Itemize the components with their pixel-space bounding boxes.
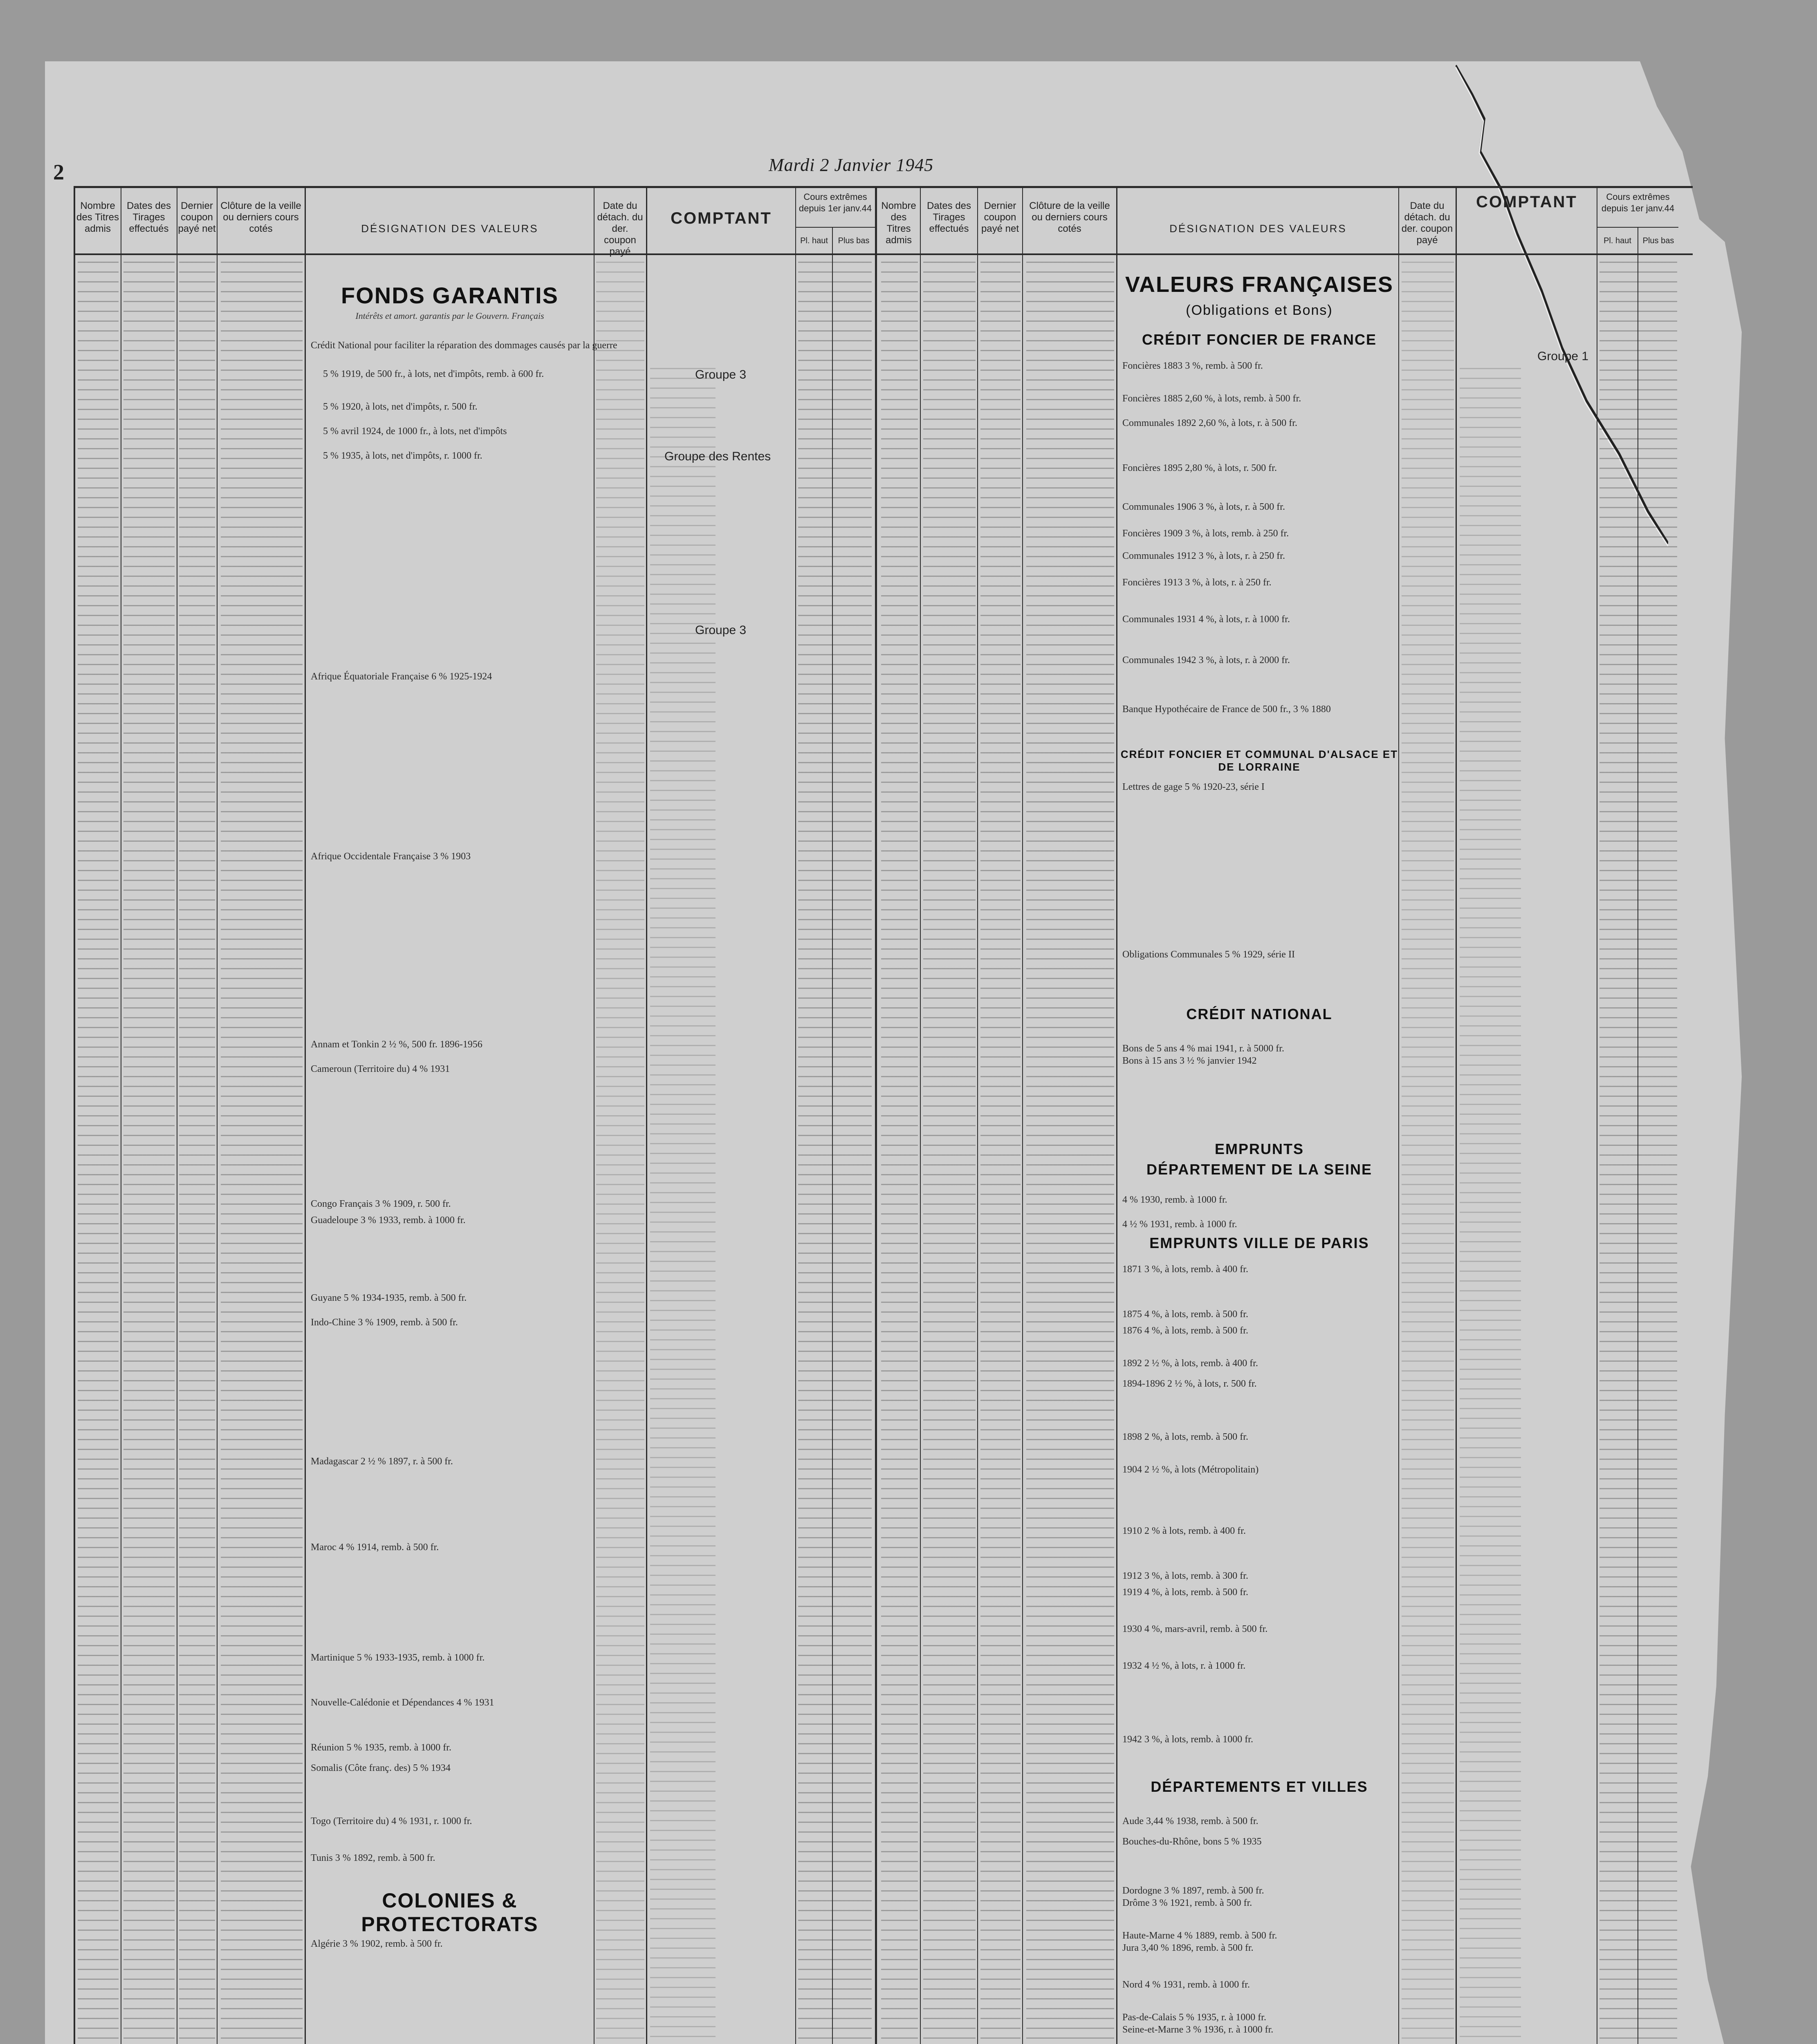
security-entry: 1919 4 %, à lots, remb. à 500 fr.	[1122, 1587, 1248, 1598]
security-entry: 1871 3 %, à lots, remb. à 400 fr.	[1122, 1264, 1248, 1275]
group-label: Groupe 3	[695, 368, 747, 381]
header-nombre: Nombre des Titres admis	[881, 200, 916, 246]
security-entry: Nord 4 % 1931, remb. à 1000 fr.	[1122, 1979, 1250, 1990]
header-dates: Dates des Tirages effectués	[126, 200, 171, 234]
detach-column-text	[596, 262, 644, 2044]
tirages-column-text	[923, 262, 976, 2044]
security-entry: Congo Français 3 % 1909, r. 500 fr.	[311, 1199, 451, 1209]
security-entry: Aude 3,44 % 1938, remb. à 500 fr.	[1122, 1816, 1258, 1827]
security-entry: Nouvelle-Calédonie et Dépendances 4 % 1931	[311, 1697, 494, 1708]
top-rule	[74, 186, 1693, 188]
col-rule	[646, 186, 647, 2044]
security-entry: 1904 2 ½ %, à lots (Métropolitain)	[1122, 1464, 1259, 1475]
header-nombre: Nombre des Titres admis	[76, 200, 119, 234]
security-entry: Foncières 1895 2,80 %, à lots, r. 500 fr.	[1122, 463, 1277, 473]
titres-column-text	[78, 262, 119, 2044]
header-bottom-rule	[74, 253, 1693, 255]
security-entry: 5 % 1935, à lots, net d'impôts, r. 1000 fr.	[323, 450, 482, 461]
security-entry: 1910 2 % à lots, remb. à 400 fr.	[1122, 1526, 1246, 1536]
security-entry: 1932 4 ½ %, à lots, r. à 1000 fr.	[1122, 1661, 1246, 1671]
section-emprunts: EMPRUNTS	[1214, 1141, 1304, 1157]
col-rule	[795, 186, 796, 2044]
security-entry: Togo (Territoire du) 4 % 1931, r. 1000 fr.	[311, 1816, 472, 1827]
subhead-rule	[795, 227, 875, 228]
security-entry: Pas-de-Calais 5 % 1935, r. à 1000 fr.	[1122, 2012, 1266, 2023]
security-entry: Indo-Chine 3 % 1909, remb. à 500 fr.	[311, 1317, 458, 1328]
security-entry: 5 % avril 1924, de 1000 fr., à lots, net d'impôts	[323, 426, 507, 437]
col-rule	[1116, 186, 1117, 2044]
security-entry: 5 % 1920, à lots, net d'impôts, r. 500 fr.	[323, 401, 478, 412]
header-cloture: Clôture de la veille ou derniers cours cotés	[1029, 200, 1110, 234]
security-entry: Foncières 1909 3 %, à lots, remb. à 250 fr.	[1122, 528, 1289, 539]
security-entry: Somalis (Côte franç. des) 5 % 1934	[311, 1763, 451, 1773]
security-entry: Obligations Communales 5 % 1929, série II	[1122, 949, 1295, 960]
security-entry: Annam et Tonkin 2 ½ %, 500 fr. 1896-1956	[311, 1039, 482, 1050]
security-entry: Foncières 1885 2,60 %, à lots, remb. à 500 fr.	[1122, 393, 1301, 404]
security-entry: 5 % 1919, de 500 fr., à lots, net d'impôts, remb. à 600 fr.	[323, 369, 544, 379]
group-label: Groupe des Rentes	[664, 450, 771, 463]
security-entry: Afrique Occidentale Française 3 % 1903	[311, 851, 471, 862]
header-date-detach: Date du détach. du der. coupon payé	[597, 200, 643, 257]
page-date: Mardi 2 Janvier 1945	[769, 155, 934, 175]
security-entry: 1894-1896 2 ½ %, à lots, r. 500 fr.	[1122, 1378, 1257, 1389]
col-rule	[875, 186, 877, 2044]
section-credit-foncier-alsace: CRÉDIT FONCIER ET COMMUNAL D'ALSACE ET DE LORRAINE	[1120, 748, 1398, 773]
coupon-column-text	[179, 262, 215, 2044]
security-entry: Martinique 5 % 1933-1935, remb. à 1000 fr.	[311, 1652, 485, 1663]
header-dernier: Dernier coupon payé net	[178, 200, 216, 234]
section-colonies: COLONIES & PROTECTORATS	[361, 1889, 538, 1936]
security-entry: 4 ½ % 1931, remb. à 1000 fr.	[1122, 1219, 1237, 1230]
security-entry: Communales 1892 2,60 %, à lots, r. à 500 fr.	[1122, 418, 1297, 428]
group-label: Groupe 3	[695, 623, 747, 637]
security-entry: Maroc 4 % 1914, remb. à 500 fr.	[311, 1542, 439, 1553]
header-pl-haut: Pl. haut	[800, 236, 828, 245]
comptant-column-text	[650, 368, 716, 2044]
header-dates: Dates des Tirages effectués	[926, 200, 971, 234]
security-entry: Seine-et-Marne 3 % 1936, r. à 1000 fr.	[1122, 2024, 1274, 2035]
detach-column-text	[1402, 262, 1454, 2044]
security-entry: Guadeloupe 3 % 1933, remb. à 1000 fr.	[311, 1215, 466, 1226]
header-designation: DÉSIGNATION DES VALEURS	[1169, 222, 1347, 235]
extremes-column-text	[1599, 262, 1677, 2044]
header-cours-extremes: Cours extrêmes depuis 1er janv.44	[1601, 192, 1675, 213]
tirages-column-text	[123, 262, 175, 2044]
security-entry: Crédit National pour faciliter la réparation des dommages causés par la guerre	[311, 340, 617, 351]
col-rule	[74, 186, 75, 2044]
col-rule	[217, 186, 218, 2044]
security-entry: 4 % 1930, remb. à 1000 fr.	[1122, 1195, 1227, 1205]
col-rule	[1022, 186, 1023, 2044]
security-entry: 1930 4 %, mars-avril, remb. à 500 fr.	[1122, 1624, 1268, 1634]
coupon-column-text	[980, 262, 1021, 2044]
col-rule	[1398, 186, 1399, 2044]
section-valeurs-francaises: VALEURS FRANÇAISES	[1125, 272, 1394, 297]
security-entry: Haute-Marne 4 % 1889, remb. à 500 fr.	[1122, 1930, 1277, 1941]
header-designation: DÉSIGNATION DES VALEURS	[361, 222, 538, 235]
col-rule	[305, 186, 306, 2044]
security-entry: Bons de 5 ans 4 % mai 1941, r. à 5000 fr.	[1122, 1043, 1284, 1054]
security-entry: Tunis 3 % 1892, remb. à 500 fr.	[311, 1853, 435, 1863]
subhead-rule	[1597, 227, 1678, 228]
header-cloture: Clôture de la veille ou derniers cours cotés	[220, 200, 301, 234]
security-entry: Jura 3,40 % 1896, remb. à 500 fr.	[1122, 1943, 1254, 1953]
security-entry: Lettres de gage 5 % 1920-23, série I	[1122, 782, 1265, 792]
security-entry: Bons à 15 ans 3 ½ % janvier 1942	[1122, 1056, 1257, 1066]
security-entry: Bouches-du-Rhône, bons 5 % 1935	[1122, 1836, 1262, 1847]
header-dernier: Dernier coupon payé net	[981, 200, 1019, 234]
security-entry: Foncières 1913 3 %, à lots, r. à 250 fr.	[1122, 577, 1272, 588]
titres-column-text	[881, 262, 918, 2044]
header-comptant: COMPTANT	[671, 209, 772, 227]
section-departements-villes: DÉPARTEMENTS ET VILLES	[1151, 1778, 1368, 1795]
section-fonds-garantis: FONDS GARANTIS	[341, 282, 559, 308]
security-entry: 1912 3 %, à lots, remb. à 300 fr.	[1122, 1571, 1248, 1581]
header-plus-bas: Plus bas	[838, 236, 870, 245]
section-credit-national: CRÉDIT NATIONAL	[1186, 1006, 1332, 1022]
cloture-column-text	[1026, 262, 1114, 2044]
security-entry: Algérie 3 % 1902, remb. à 500 fr.	[311, 1939, 443, 1949]
page-number: 2	[53, 160, 64, 184]
security-entry: Banque Hypothécaire de France de 500 fr., 3 % 1880	[1122, 704, 1331, 715]
col-rule	[977, 186, 978, 2044]
security-entry: Dordogne 3 % 1897, remb. à 500 fr.	[1122, 1885, 1264, 1896]
col-rule	[1456, 186, 1457, 2044]
section-credit-foncier: CRÉDIT FONCIER DE FRANCE	[1142, 331, 1377, 348]
security-entry: Drôme 3 % 1921, remb. à 500 fr.	[1122, 1898, 1252, 1908]
security-entry: 1898 2 %, à lots, remb. à 500 fr.	[1122, 1432, 1248, 1442]
cloture-column-text	[221, 262, 303, 2044]
col-rule	[920, 186, 921, 2044]
security-entry: Communales 1906 3 %, à lots, r. à 500 fr.	[1122, 502, 1285, 512]
security-entry: 1875 4 %, à lots, remb. à 500 fr.	[1122, 1309, 1248, 1320]
security-entry: Foncières 1883 3 %, remb. à 500 fr.	[1122, 361, 1263, 371]
security-entry: Afrique Équatoriale Française 6 % 1925-1924	[311, 671, 492, 682]
security-entry: 1942 3 %, à lots, remb. à 1000 fr.	[1122, 1734, 1253, 1745]
security-entry: Réunion 5 % 1935, remb. à 1000 fr.	[311, 1742, 451, 1753]
security-entry: Guyane 5 % 1934-1935, remb. à 500 fr.	[311, 1293, 467, 1303]
header-comptant: COMPTANT	[1476, 193, 1577, 211]
section-valeurs-subtitle: (Obligations et Bons)	[1186, 303, 1333, 318]
security-entry: Cameroun (Territoire du) 4 % 1931	[311, 1064, 450, 1074]
security-entry: Madagascar 2 ½ % 1897, r. à 500 fr.	[311, 1456, 453, 1467]
security-entry: 1892 2 ½ %, à lots, remb. à 400 fr.	[1122, 1358, 1258, 1369]
header-pl-haut: Pl. haut	[1604, 236, 1631, 245]
extremes-column-text	[798, 262, 872, 2044]
header-date-detach: Date du détach. du der. coupon payé	[1401, 200, 1453, 246]
header-plus-bas: Plus bas	[1642, 236, 1674, 245]
header-cours-extremes: Cours extrêmes depuis 1er janv.44	[799, 192, 872, 213]
security-entry: 1876 4 %, à lots, remb. à 500 fr.	[1122, 1325, 1248, 1336]
section-departement-seine: DÉPARTEMENT DE LA SEINE	[1146, 1161, 1373, 1178]
comptant-column-text	[1460, 368, 1521, 2044]
group-label: Groupe 1	[1537, 350, 1589, 363]
security-entry: Communales 1912 3 %, à lots, r. à 250 fr.	[1122, 551, 1285, 561]
security-entry: Communales 1931 4 %, à lots, r. à 1000 fr.	[1122, 614, 1290, 625]
section-emprunts-paris: EMPRUNTS VILLE DE PARIS	[1149, 1235, 1369, 1251]
section-subtitle: Intérêts et amort. garantis par le Gouvern. Français	[355, 311, 544, 321]
security-entry: Communales 1942 3 %, à lots, r. à 2000 fr.	[1122, 655, 1290, 666]
